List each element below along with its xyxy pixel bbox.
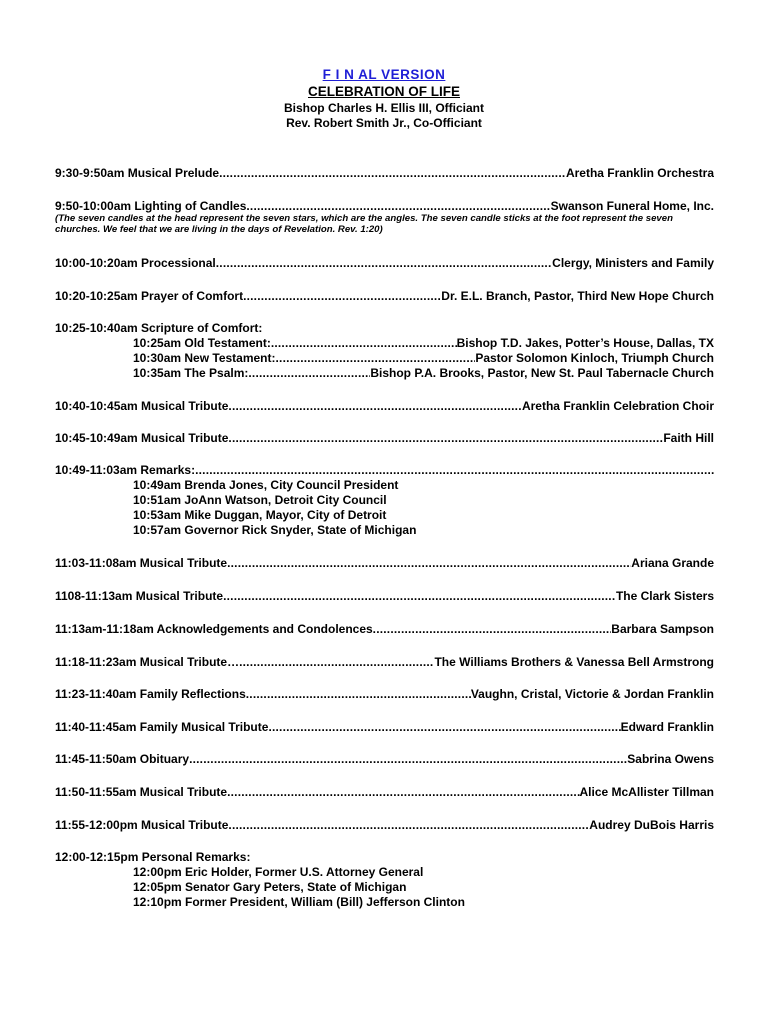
dot-leader bbox=[246, 687, 471, 702]
item-time: 10:49-11:03am Remarks: bbox=[55, 463, 196, 477]
version-title: F I N AL VERSION bbox=[322, 67, 446, 82]
page-title: CELEBRATION OF LIFE bbox=[308, 84, 460, 99]
program-item bbox=[55, 256, 714, 271]
program-item bbox=[55, 556, 714, 571]
item-time: 1108-11:13am Musical Tribute bbox=[55, 589, 224, 603]
dot-leader bbox=[276, 351, 476, 366]
program-item bbox=[55, 289, 714, 304]
item-time: 11:55-12:00pm Musical Tribute bbox=[55, 818, 229, 832]
item-name: Swanson Funeral Home, Inc. bbox=[550, 199, 714, 213]
item-time: 10:20-10:25am Prayer of Comfort bbox=[55, 289, 244, 303]
item-name: Clergy, Ministers and Family bbox=[552, 256, 714, 270]
item-name: Pastor Solomon Kinloch, Triumph Church bbox=[475, 351, 714, 365]
item-name: Audrey DuBois Harris bbox=[589, 818, 714, 832]
item-time: 11:13am-11:18am Acknowledgements and Condolences bbox=[55, 622, 373, 636]
dot-leader bbox=[271, 336, 457, 351]
dot-leader bbox=[373, 622, 612, 637]
program-item bbox=[55, 720, 714, 735]
personal-remarks-item: 12:00pm Eric Holder, Former U.S. Attorney General bbox=[133, 865, 424, 879]
program-item bbox=[55, 818, 714, 833]
program-item bbox=[55, 752, 714, 767]
item-name: Bishop P.A. Brooks, Pastor, New St. Paul Tabernacle Church bbox=[370, 366, 714, 380]
item-time: 10:25am Old Testament: bbox=[133, 336, 271, 350]
dot-leader bbox=[228, 431, 663, 446]
item-name: Aretha Franklin Celebration Choir bbox=[521, 399, 714, 413]
program-item bbox=[55, 589, 714, 604]
item-name: Barbara Sampson bbox=[611, 622, 714, 636]
dot-leader bbox=[216, 256, 552, 271]
item-name: Aretha Franklin Orchestra bbox=[565, 166, 714, 180]
program-item bbox=[55, 431, 714, 446]
item-time: 9:30-9:50am Musical Prelude bbox=[55, 166, 220, 180]
item-name: Sabrina Owens bbox=[627, 752, 714, 766]
scripture-item bbox=[133, 366, 714, 381]
item-name: Edward Franklin bbox=[620, 720, 714, 734]
program-item bbox=[55, 785, 714, 800]
item-time: 11:45-11:50am Obituary bbox=[55, 752, 190, 766]
item-time: 10:45-10:49am Musical Tribute bbox=[55, 431, 229, 445]
item-time: 10:40-10:45am Musical Tribute bbox=[55, 399, 229, 413]
remarks-item: 10:49am Brenda Jones, City Council President bbox=[133, 478, 399, 492]
personal-remarks-heading: 12:00-12:15pm Personal Remarks: bbox=[55, 850, 251, 864]
dot-leader bbox=[243, 289, 441, 304]
item-name: Ariana Grande bbox=[631, 556, 714, 570]
item-time: 11:50-11:55am Musical Tribute bbox=[55, 785, 228, 799]
program-item bbox=[55, 166, 714, 181]
item-name: Alice McAllister Tillman bbox=[579, 785, 714, 799]
personal-remarks-item: 12:05pm Senator Gary Peters, State of Michigan bbox=[133, 880, 407, 894]
dot-leader bbox=[195, 463, 714, 478]
dot-leader bbox=[248, 366, 370, 381]
scripture-item bbox=[133, 336, 714, 351]
item-time: 10:35am The Psalm: bbox=[133, 366, 249, 380]
dot-leader bbox=[227, 785, 579, 800]
dot-leader bbox=[189, 752, 627, 767]
scripture-heading: 10:25-10:40am Scripture of Comfort: bbox=[55, 321, 263, 335]
item-name: The Clark Sisters bbox=[615, 589, 714, 603]
program-item bbox=[55, 622, 714, 637]
item-name: Dr. E.L. Branch, Pastor, Third New Hope Church bbox=[441, 289, 714, 303]
dot-leader bbox=[228, 399, 522, 414]
item-time: 10:30am New Testament: bbox=[133, 351, 276, 365]
item-time: 10:00-10:20am Processional bbox=[55, 256, 216, 270]
dot-leader bbox=[239, 655, 434, 670]
item-time: 11:18-11:23am Musical Tribute… bbox=[55, 655, 240, 669]
item-name: Bishop T.D. Jakes, Potter’s House, Dallas, TX bbox=[456, 336, 714, 350]
item-name: The Williams Brothers & Vanessa Bell Armstrong bbox=[434, 655, 714, 669]
item-time: 11:03-11:08am Musical Tribute bbox=[55, 556, 228, 570]
scripture-item bbox=[133, 351, 714, 366]
program-item bbox=[55, 199, 714, 214]
item-name: Faith Hill bbox=[663, 431, 714, 445]
dot-leader bbox=[227, 556, 631, 571]
program-item bbox=[55, 655, 714, 670]
program-item bbox=[55, 399, 714, 414]
dot-leader bbox=[228, 818, 589, 833]
item-time: 11:40-11:45am Family Musical Tribute bbox=[55, 720, 269, 734]
dot-leader bbox=[268, 720, 620, 735]
remarks-item: 10:51am JoAnn Watson, Detroit City Council bbox=[133, 493, 387, 507]
item-time: 11:23-11:40am Family Reflections bbox=[55, 687, 246, 701]
dot-leader bbox=[223, 589, 616, 604]
officiant-line: Bishop Charles H. Ellis III, Officiant bbox=[283, 101, 485, 115]
personal-remarks-item: 12:10pm Former President, William (Bill) Jefferson Clinton bbox=[133, 895, 465, 909]
program-item bbox=[55, 463, 714, 478]
dot-leader bbox=[246, 199, 550, 214]
candles-note: (The seven candles at the head represent the seven stars, which are the angles. The seven candle sticks at the foot represent the seven churches. We feel that we are living in the days of Revelation. Rev. 1:20) bbox=[55, 213, 673, 235]
remarks-item: 10:53am Mike Duggan, Mayor, City of Detroit bbox=[133, 508, 387, 522]
remarks-item: 10:57am Governor Rick Snyder, State of Michigan bbox=[133, 523, 417, 537]
item-time: 9:50-10:00am Lighting of Candles bbox=[55, 199, 247, 213]
co-officiant-line: Rev. Robert Smith Jr., Co-Officiant bbox=[286, 116, 482, 130]
item-name: Vaughn, Cristal, Victorie & Jordan Franklin bbox=[470, 687, 714, 701]
program-item bbox=[55, 687, 714, 702]
dot-leader bbox=[219, 166, 566, 181]
